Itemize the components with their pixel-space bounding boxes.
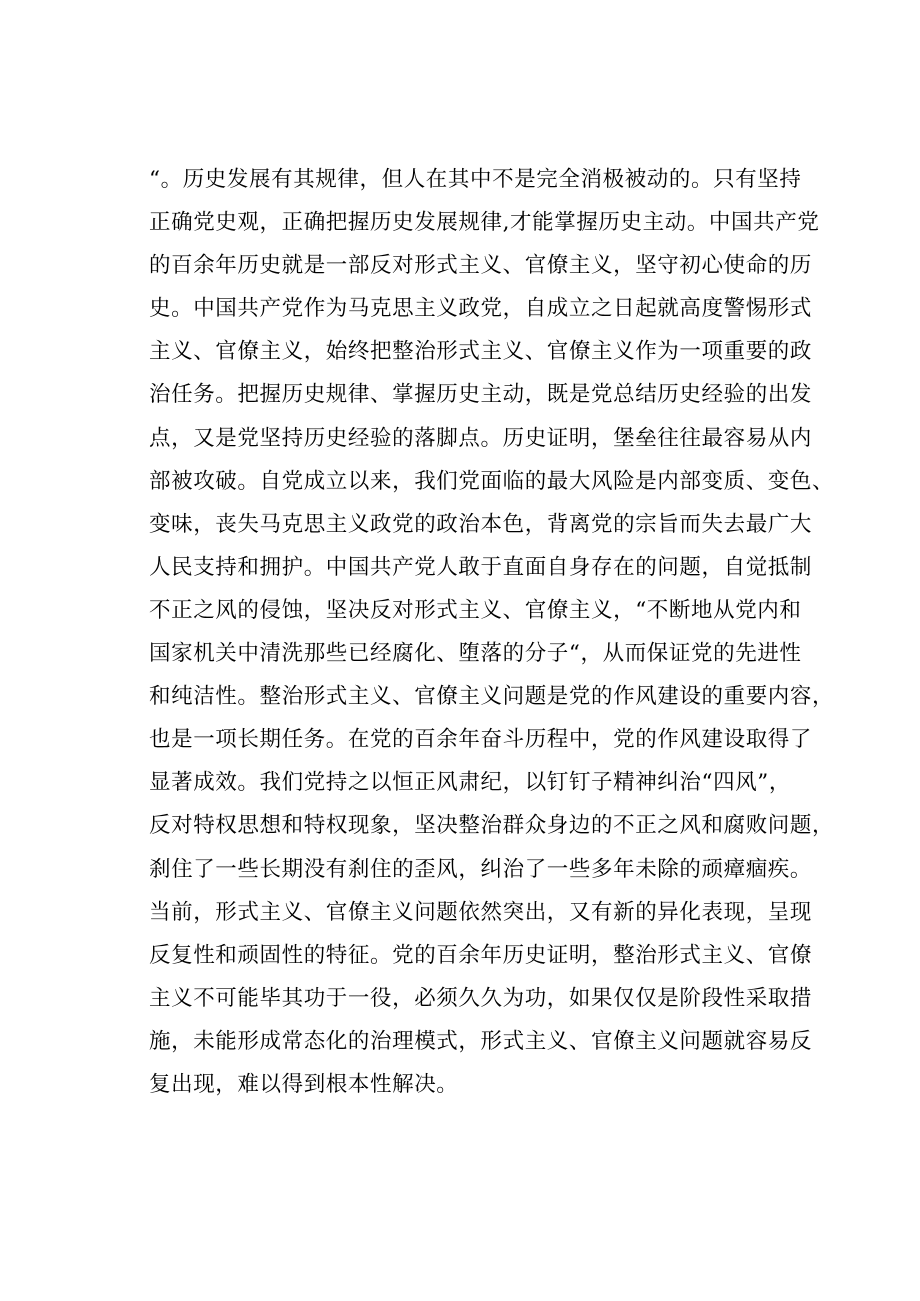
text-line: “。历史发展有其规律，但人在其中不是完全消极被动的。只有坚持 bbox=[149, 167, 802, 192]
text-line: 主义不可能毕其功于一役，必须久久为功，如果仅仅是阶段性采取措 bbox=[149, 985, 813, 1011]
text-line: 和纯洁性。整治形式主义、官僚主义问题是党的作风建设的重要内容， bbox=[149, 684, 835, 710]
text-line: 反复性和顽固性的特征。党的百余年历史证明，整治形式主义、官僚 bbox=[149, 942, 813, 968]
text-line: 部被攻破。自党成立以来，我们党面临的最大风险是内部变质、变色、 bbox=[149, 468, 835, 494]
text-line: 显著成效。我们党持之以恒正风肃纪，以钉钉子精神纠治“四风”， bbox=[149, 770, 791, 796]
text-line: 史。中国共产党作为马克思主义政党，自成立之日起就高度警惕形式 bbox=[149, 296, 813, 322]
text-line: 治任务。把握历史规律、掌握历史主动，既是党总结历史经验的出发 bbox=[149, 382, 813, 408]
text-line: 反对特权思想和特权现象，坚决整治群众身边的不正之风和腐败问题， bbox=[149, 813, 835, 839]
text-line: 变味，丧失马克思主义政党的政治本色，背离党的宗旨而失去最广大 bbox=[149, 511, 813, 537]
text-line: 点，又是党坚持历史经验的落脚点。历史证明，堡垒往往最容易从内 bbox=[149, 425, 813, 451]
text-line: 复出现，难以得到根本性解决。 bbox=[149, 1071, 459, 1097]
body-paragraph bbox=[149, 158, 835, 1106]
text-line: 也是一项长期任务。在党的百余年奋斗历程中，党的作风建设取得了 bbox=[149, 727, 813, 753]
text-line: 主义、官僚主义，始终把整治形式主义、官僚主义作为一项重要的政 bbox=[149, 339, 813, 365]
text-line: 的百余年历史就是一部反对形式主义、官僚主义，坚守初心使命的历 bbox=[149, 253, 813, 279]
text-line: 施，未能形成常态化的治理模式，形式主义、官僚主义问题就容易反 bbox=[149, 1028, 813, 1054]
text-line: 正确党史观，正确把握历史发展规律,才能掌握历史主动。中国共产党 bbox=[149, 210, 820, 236]
text-line: 不正之风的侵蚀，坚决反对形式主义、官僚主义，“不断地从党内和 bbox=[149, 597, 802, 623]
text-line: 国家机关中清洗那些已经腐化、堕落的分子“，从而保证党的先进性 bbox=[149, 641, 802, 667]
text-line: 人民支持和拥护。中国共产党人敢于直面自身存在的问题，自觉抵制 bbox=[149, 554, 813, 580]
text-line: 当前，形式主义、官僚主义问题依然突出，又有新的异化表现，呈现 bbox=[149, 899, 813, 925]
text-line: 刹住了一些长期没有刹住的歪风，纠治了一些多年未除的顽瘴痼疾。 bbox=[149, 856, 813, 882]
